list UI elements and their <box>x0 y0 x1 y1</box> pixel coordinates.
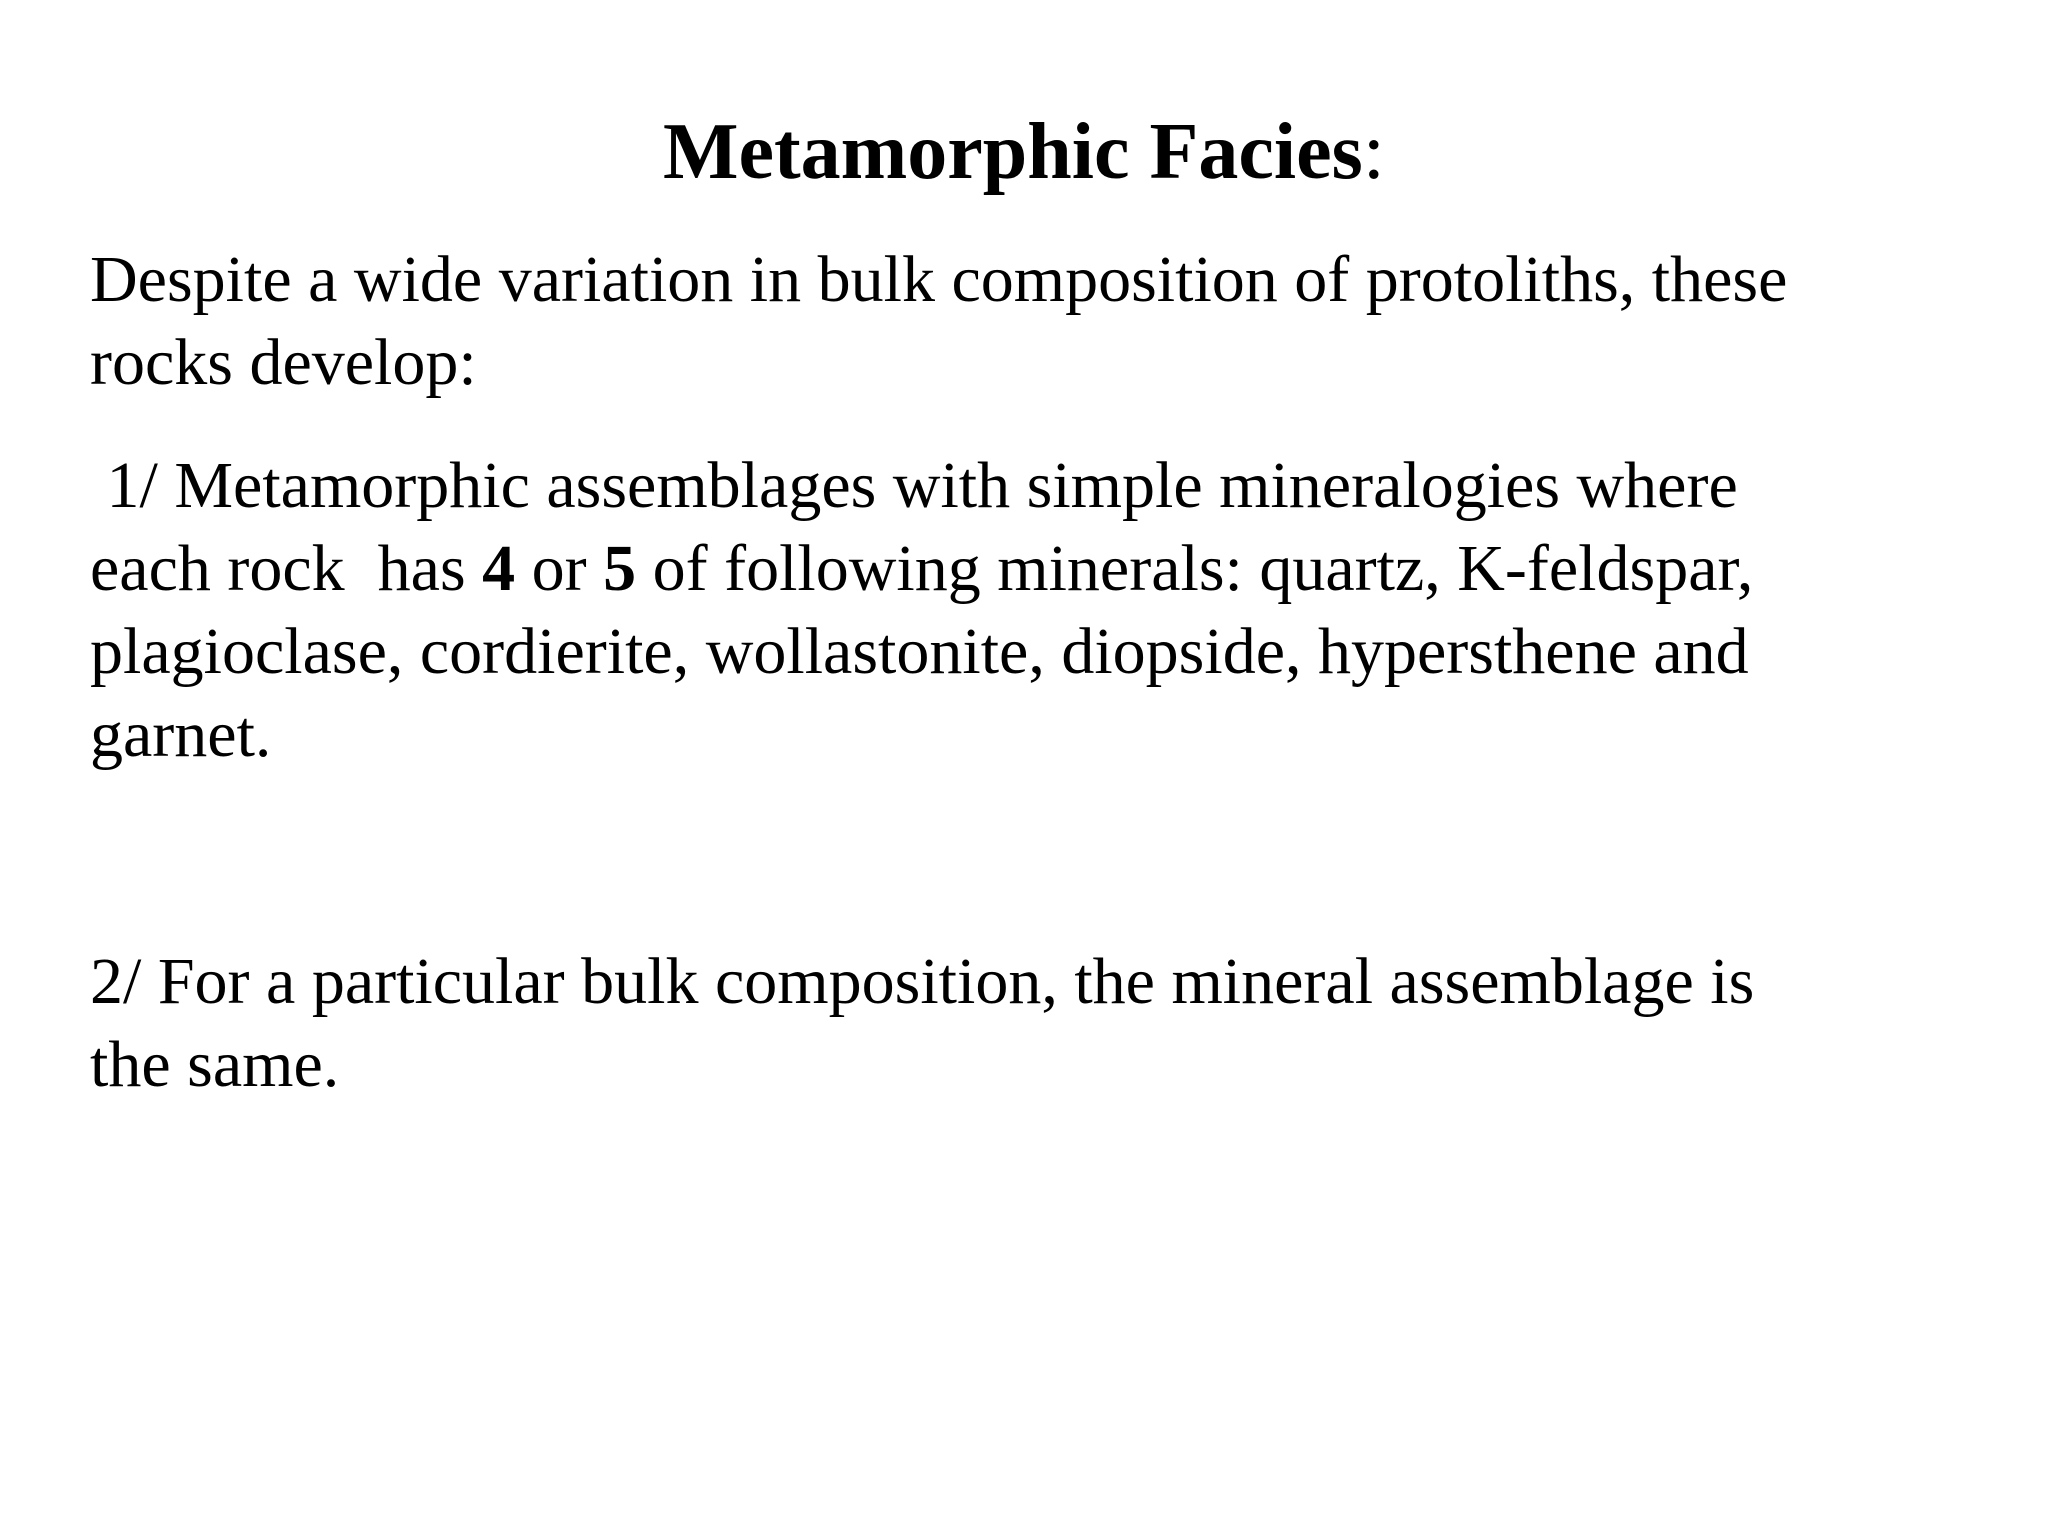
point-1-paragraph <box>90 444 1970 776</box>
point-2-paragraph <box>90 940 1970 1106</box>
title-text: Metamorphic Facies <box>663 108 1363 196</box>
point-1-line-2-c: or <box>515 532 604 605</box>
point-1-line-1: 1/ Metamorphic assemblages with simple mineralogies where <box>90 449 1738 522</box>
slide-title <box>0 104 2048 200</box>
point-1-line-3: plagioclase, cordierite, wollastonite, diopside, hypersthene and <box>90 615 1749 688</box>
intro-line-1: Despite a wide variation in bulk composition of protoliths, these <box>90 243 1788 316</box>
point-2-line-1: 2/ For a particular bulk composition, the mineral assemblage is <box>90 945 1755 1018</box>
point-1-line-2-a: each rock has <box>90 532 483 605</box>
mineral-count-4: 4 <box>482 532 516 605</box>
mineral-count-5: 5 <box>603 532 637 605</box>
intro-line-2: rocks develop: <box>90 326 477 399</box>
point-1-line-4: garnet. <box>90 698 272 771</box>
point-1-line-2-e: of following minerals: quartz, K-feldspar, <box>636 532 1754 605</box>
title-colon: : <box>1362 108 1385 196</box>
intro-paragraph <box>90 238 1970 404</box>
point-2-line-2: the same. <box>90 1028 340 1101</box>
point-1-line-2 <box>90 527 1970 610</box>
